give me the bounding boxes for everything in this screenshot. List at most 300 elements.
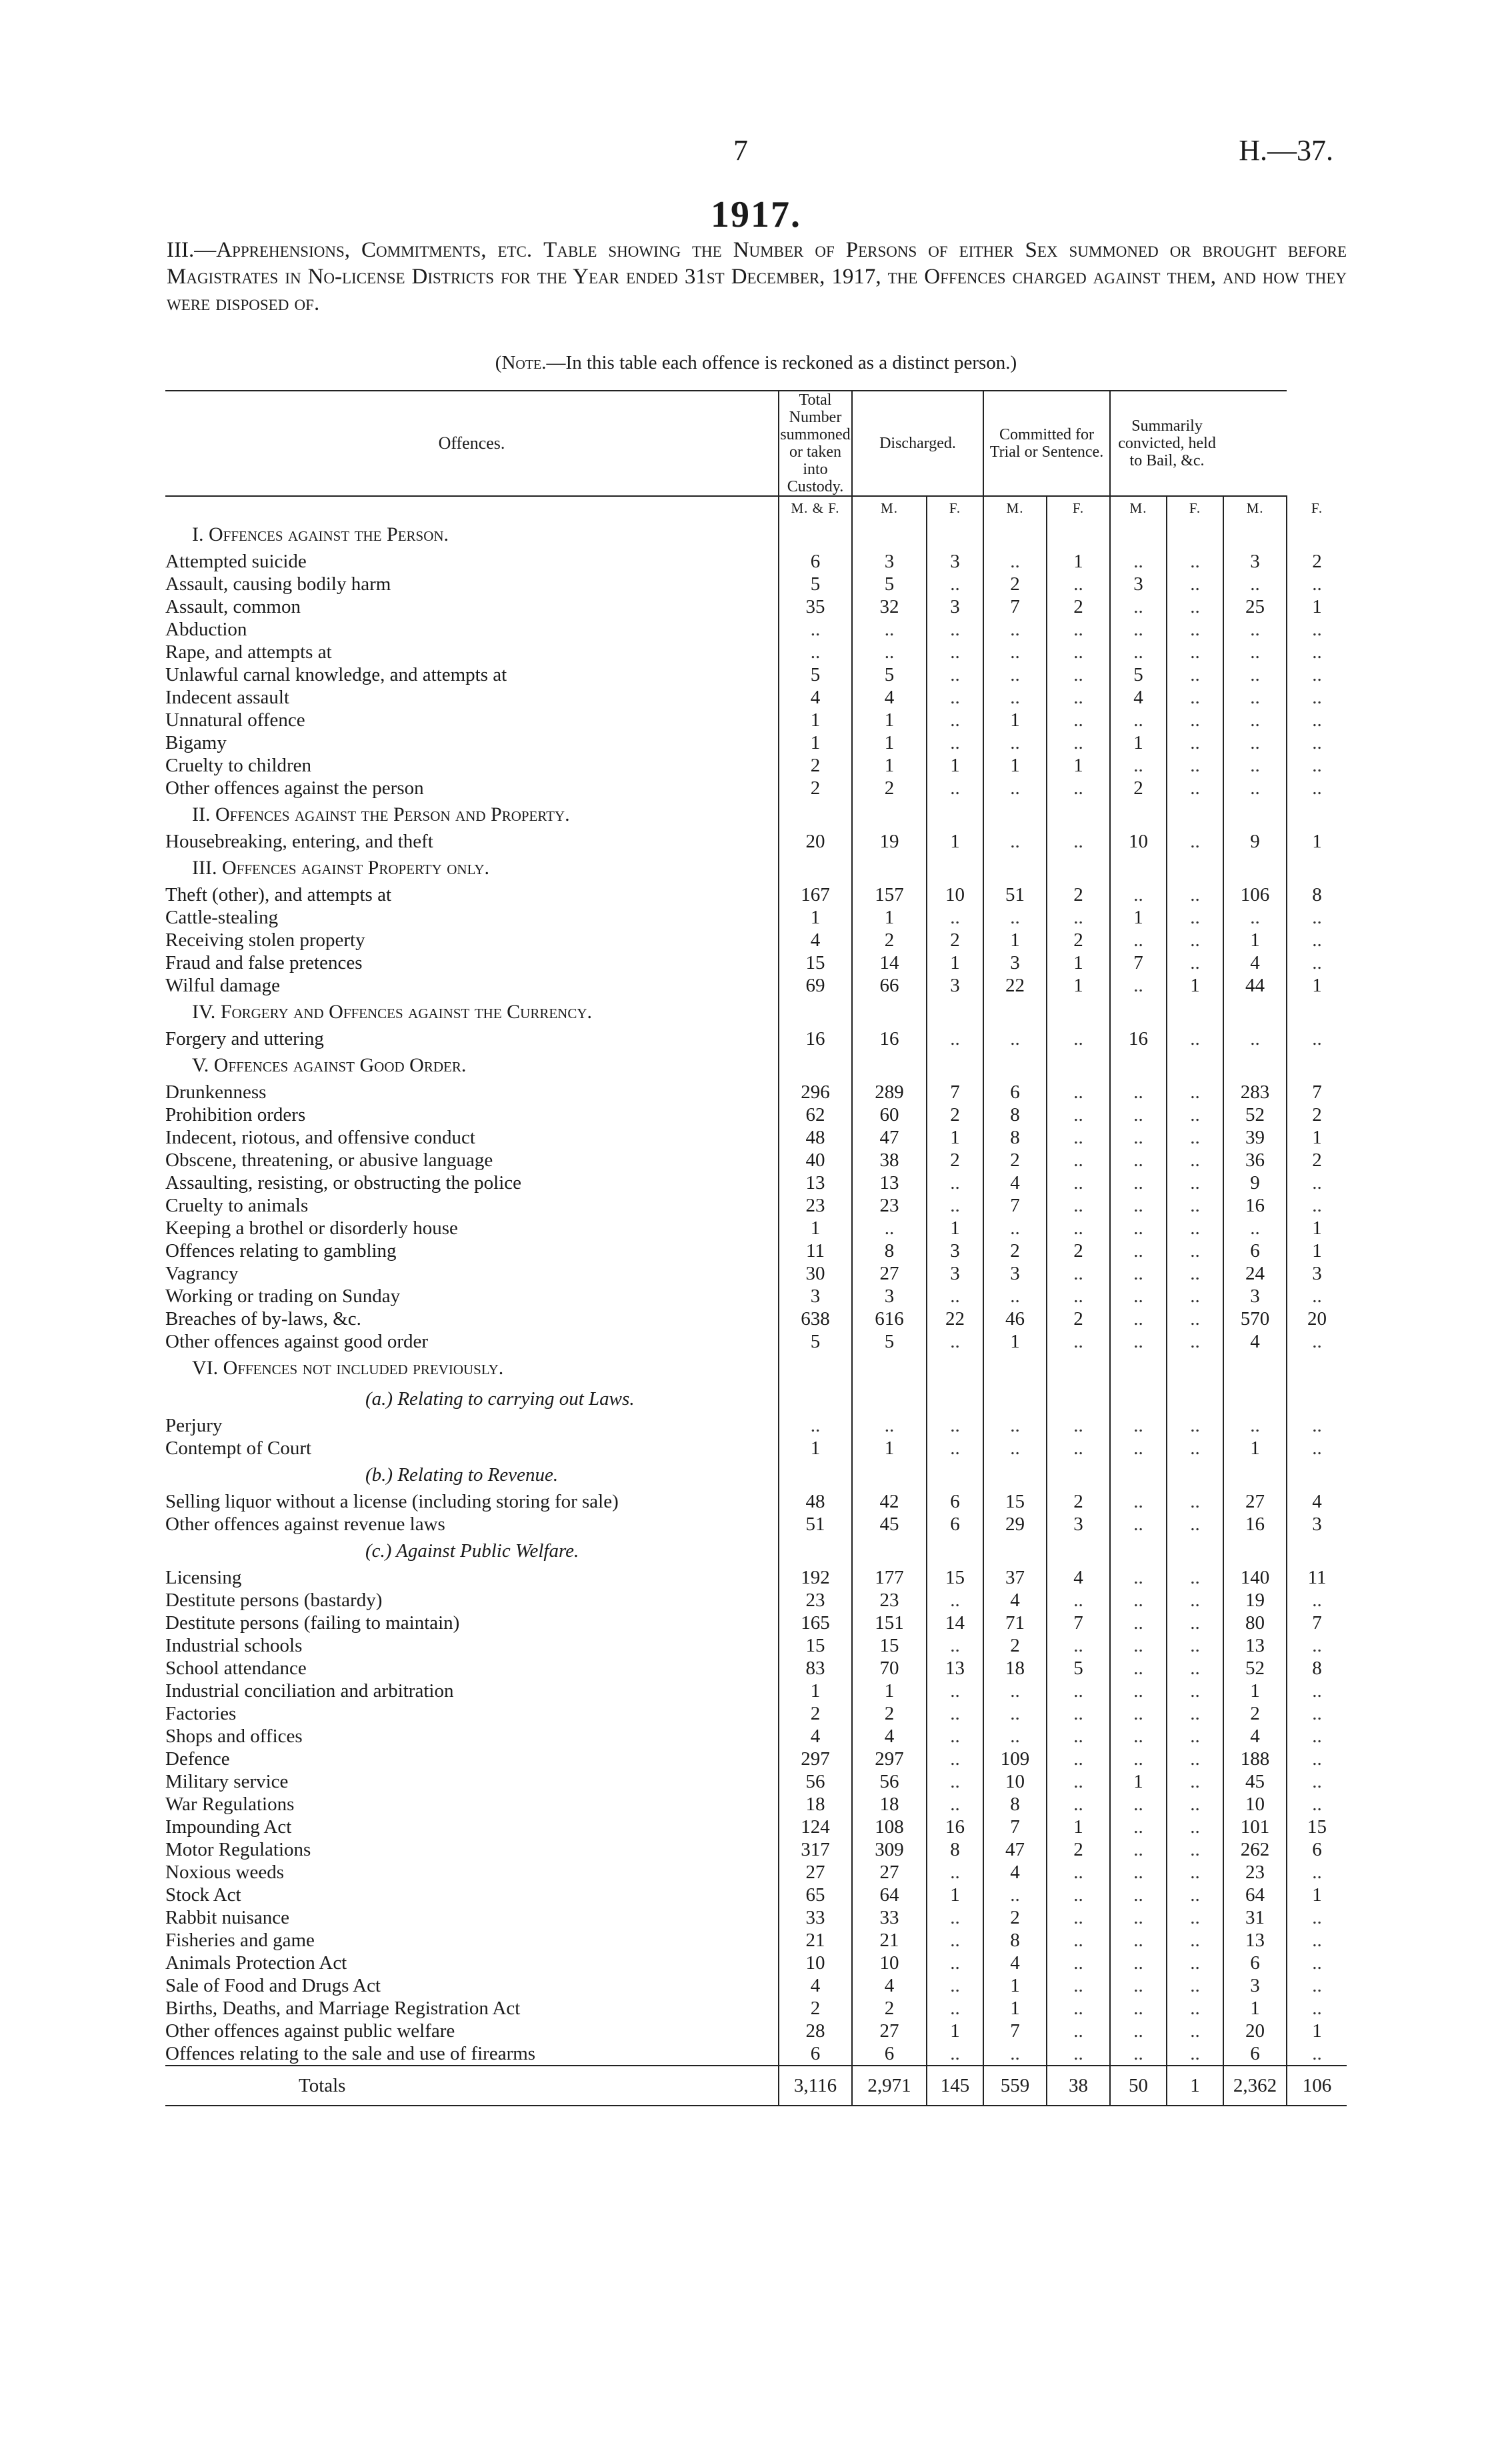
value-cell: .. — [927, 1414, 983, 1437]
value-cell: 47 — [983, 1838, 1047, 1861]
value-cell: .. — [1167, 1612, 1223, 1634]
value-cell: 60 — [852, 1103, 927, 1126]
empty-cell — [1110, 1050, 1167, 1081]
empty-cell — [1167, 1460, 1223, 1490]
value-cell: .. — [1110, 1308, 1167, 1330]
value-cell: 1 — [927, 754, 983, 777]
offence-row — [165, 1027, 1347, 1050]
value-cell: .. — [852, 1217, 927, 1240]
value-cell: 16 — [852, 1027, 927, 1050]
value-cell: 5 — [779, 1330, 852, 1353]
value-cell: 8 — [983, 1929, 1047, 1952]
value-cell: 56 — [779, 1770, 852, 1793]
section-heading: II. Offences against the Person and Property. — [192, 803, 570, 825]
value-cell: .. — [1167, 951, 1223, 974]
empty-cell — [779, 853, 852, 883]
value-cell: 140 — [1223, 1566, 1287, 1589]
value-cell: .. — [1287, 777, 1347, 799]
offence-label: Wilful damage — [165, 975, 280, 996]
value-cell: .. — [779, 641, 852, 663]
empty-cell — [927, 519, 983, 550]
value-cell: .. — [1167, 1103, 1223, 1126]
empty-cell — [1223, 997, 1287, 1027]
value-cell: 13 — [779, 1171, 852, 1194]
value-cell: .. — [1223, 573, 1287, 595]
offence-label: Destitute persons (failing to maintain) — [165, 1612, 460, 1634]
value-cell: .. — [1167, 830, 1223, 853]
value-cell: 8 — [852, 1240, 927, 1262]
value-cell: 1 — [983, 1330, 1047, 1353]
offence-label: Impounding Act — [165, 1816, 292, 1838]
value-cell: .. — [1047, 1414, 1110, 1437]
value-cell: 5 — [852, 1330, 927, 1353]
value-cell: 64 — [852, 1884, 927, 1906]
value-cell: .. — [1287, 1952, 1347, 1974]
totals-row — [165, 2066, 1347, 2106]
value-cell: 15 — [852, 1634, 927, 1657]
value-cell: 188 — [1223, 1748, 1287, 1770]
value-cell: .. — [1167, 1929, 1223, 1952]
value-cell: .. — [1110, 1217, 1167, 1240]
value-cell: 1 — [1047, 974, 1110, 997]
section-heading: VI. Offences not included previously. — [192, 1357, 504, 1379]
value-cell: .. — [983, 1725, 1047, 1748]
value-cell: 1 — [1287, 2020, 1347, 2042]
offence-label: Noxious weeds — [165, 1862, 285, 1883]
empty-cell — [1167, 1536, 1223, 1566]
value-cell: 22 — [983, 974, 1047, 997]
value-cell: 1 — [1110, 906, 1167, 929]
value-cell: 1 — [1287, 1126, 1347, 1149]
value-cell: .. — [1287, 1414, 1347, 1437]
empty-cell — [1110, 1384, 1167, 1414]
offence-label: Working or trading on Sunday — [165, 1286, 401, 1307]
value-cell: .. — [1110, 1513, 1167, 1536]
value-cell: 1 — [1287, 830, 1347, 853]
offence-row — [165, 550, 1347, 573]
value-cell: .. — [1110, 1929, 1167, 1952]
subsection-heading-row — [165, 1536, 1347, 1566]
value-cell: .. — [1287, 1793, 1347, 1816]
value-cell: 16 — [1110, 1027, 1167, 1050]
value-cell: .. — [983, 2042, 1047, 2066]
empty-cell — [1047, 799, 1110, 830]
offence-label: Perjury — [165, 1415, 223, 1436]
value-cell: .. — [1047, 1262, 1110, 1285]
offence-label: Contempt of Court — [165, 1438, 312, 1459]
value-cell: .. — [1110, 2042, 1167, 2066]
value-cell: .. — [1167, 2042, 1223, 2066]
offence-label: Military service — [165, 1771, 289, 1792]
value-cell: 1 — [852, 1437, 927, 1460]
value-cell: .. — [1223, 754, 1287, 777]
value-cell: 10 — [1110, 830, 1167, 853]
offence-row — [165, 1793, 1347, 1816]
value-cell: .. — [1223, 663, 1287, 686]
empty-cell — [779, 1353, 852, 1384]
value-cell: .. — [983, 550, 1047, 573]
offence-row — [165, 595, 1347, 618]
subheader-sex-label: M. & F. — [779, 496, 852, 519]
value-cell: 30 — [779, 1262, 852, 1285]
offence-label: Births, Deaths, and Marriage Registration Act — [165, 1998, 521, 2019]
value-cell: .. — [983, 1285, 1047, 1308]
value-cell: 4 — [983, 1861, 1047, 1884]
value-cell: .. — [1167, 1126, 1223, 1149]
value-cell: 31 — [1223, 1906, 1287, 1929]
value-cell: .. — [1047, 1149, 1110, 1171]
value-cell: .. — [927, 906, 983, 929]
empty-cell — [852, 853, 927, 883]
value-cell: .. — [1223, 641, 1287, 663]
value-cell: 36 — [1223, 1149, 1287, 1171]
empty-cell — [1167, 799, 1223, 830]
value-cell: .. — [1047, 1437, 1110, 1460]
value-cell: 13 — [1223, 1634, 1287, 1657]
heading-description: Table showing the Number of Persons of either Sex summoned or brought before Magistrates in No-license Districts for the Year ended 31st December, 1917, the Offences charged against them, and how they were disposed of. — [167, 238, 1347, 315]
offence-row — [165, 906, 1347, 929]
empty-cell — [1110, 853, 1167, 883]
section-heading-row — [165, 853, 1347, 883]
value-cell: .. — [1047, 1725, 1110, 1748]
offence-row — [165, 1126, 1347, 1149]
empty-cell — [1287, 1460, 1347, 1490]
empty-cell — [1223, 853, 1287, 883]
subheader-sex-label: M. — [1223, 496, 1287, 519]
value-cell: .. — [1167, 1657, 1223, 1680]
value-cell: .. — [1167, 1816, 1223, 1838]
value-cell: .. — [983, 1884, 1047, 1906]
offence-label: Rabbit nuisance — [165, 1907, 290, 1928]
value-cell: .. — [1110, 1490, 1167, 1513]
offence-row — [165, 1680, 1347, 1702]
value-cell: 5 — [1047, 1657, 1110, 1680]
value-cell: .. — [1223, 731, 1287, 754]
value-cell: 1 — [983, 1997, 1047, 2020]
value-cell: .. — [1110, 1906, 1167, 1929]
value-cell: 18 — [852, 1793, 927, 1816]
offence-row — [165, 2042, 1347, 2066]
value-cell: .. — [1047, 2020, 1110, 2042]
value-cell: 80 — [1223, 1612, 1287, 1634]
offence-row — [165, 777, 1347, 799]
empty-cell — [852, 1460, 927, 1490]
value-cell: .. — [1167, 777, 1223, 799]
empty-cell — [983, 1460, 1047, 1490]
value-cell: .. — [1110, 754, 1167, 777]
value-cell: 4 — [1223, 1725, 1287, 1748]
value-cell: .. — [1287, 1997, 1347, 2020]
empty-cell — [1047, 1460, 1110, 1490]
value-cell: 10 — [927, 883, 983, 906]
value-cell: 1 — [852, 731, 927, 754]
empty-cell — [927, 1536, 983, 1566]
value-cell: .. — [927, 1861, 983, 1884]
value-cell: 4 — [779, 1725, 852, 1748]
offence-row — [165, 1262, 1347, 1285]
value-cell: 3 — [927, 1262, 983, 1285]
value-cell: 6 — [779, 2042, 852, 2066]
value-cell: 4 — [983, 1952, 1047, 1974]
subheader-sex-label: F. — [1287, 496, 1347, 519]
value-cell: 2 — [927, 929, 983, 951]
value-cell: .. — [1110, 1793, 1167, 1816]
value-cell: 3 — [927, 595, 983, 618]
value-cell: 309 — [852, 1838, 927, 1861]
value-cell: 3 — [1110, 573, 1167, 595]
empty-cell — [1047, 853, 1110, 883]
offence-label: Cruelty to children — [165, 755, 312, 776]
value-cell: .. — [1047, 709, 1110, 731]
value-cell: .. — [1047, 1929, 1110, 1952]
section-heading: V. Offences against Good Order. — [192, 1054, 467, 1076]
offence-row — [165, 573, 1347, 595]
value-cell: .. — [1167, 929, 1223, 951]
subheader-sex-label: F. — [1047, 496, 1110, 519]
column-header-summarily: Summarily convicted, held to Bail, &c. — [1110, 391, 1223, 496]
subheader-blank — [165, 496, 779, 519]
value-cell: 3 — [1047, 1513, 1110, 1536]
offence-label: Offences relating to gambling — [165, 1240, 397, 1262]
value-cell: .. — [1223, 1414, 1287, 1437]
value-cell: .. — [1047, 1171, 1110, 1194]
empty-cell — [779, 1384, 852, 1414]
value-cell: 23 — [852, 1194, 927, 1217]
offence-label: Animals Protection Act — [165, 1952, 347, 1974]
value-cell: 21 — [852, 1929, 927, 1952]
value-cell: .. — [1047, 1634, 1110, 1657]
value-cell: 289 — [852, 1081, 927, 1103]
value-cell: 2 — [1047, 1308, 1110, 1330]
value-cell: 1 — [983, 754, 1047, 777]
value-cell: 52 — [1223, 1657, 1287, 1680]
value-cell: 2 — [1287, 550, 1347, 573]
value-cell: 18 — [983, 1657, 1047, 1680]
value-cell: .. — [927, 1793, 983, 1816]
value-cell: 297 — [852, 1748, 927, 1770]
value-cell: 297 — [779, 1748, 852, 1770]
value-cell: 1 — [983, 929, 1047, 951]
empty-cell — [927, 1353, 983, 1384]
value-cell: 2 — [1287, 1149, 1347, 1171]
empty-cell — [983, 1536, 1047, 1566]
offence-label: Indecent, riotous, and offensive conduct — [165, 1127, 475, 1148]
value-cell: 1 — [1110, 731, 1167, 754]
value-cell: .. — [1287, 686, 1347, 709]
value-cell: 109 — [983, 1748, 1047, 1770]
offence-label: Breaches of by-laws, &c. — [165, 1308, 361, 1330]
offence-row — [165, 731, 1347, 754]
value-cell: .. — [983, 686, 1047, 709]
value-cell: 2 — [1223, 1702, 1287, 1725]
value-cell: 6 — [1223, 2042, 1287, 2066]
value-cell: .. — [1287, 1770, 1347, 1793]
offence-row — [165, 1217, 1347, 1240]
value-cell: .. — [1110, 1149, 1167, 1171]
value-cell: 2 — [1047, 883, 1110, 906]
offence-label: War Regulations — [165, 1794, 295, 1815]
value-cell: 62 — [779, 1103, 852, 1126]
value-cell: .. — [1047, 777, 1110, 799]
offence-row — [165, 1816, 1347, 1838]
value-cell: .. — [927, 686, 983, 709]
value-cell: .. — [1110, 1414, 1167, 1437]
empty-cell — [983, 853, 1047, 883]
value-cell: 1 — [927, 1884, 983, 1906]
value-cell: 6 — [983, 1081, 1047, 1103]
value-cell: 570 — [1223, 1308, 1287, 1330]
value-cell: .. — [1047, 686, 1110, 709]
offence-row — [165, 663, 1347, 686]
value-cell: 2 — [983, 1149, 1047, 1171]
empty-cell — [852, 1536, 927, 1566]
value-cell: .. — [1287, 1171, 1347, 1194]
offence-label: Assault, common — [165, 596, 301, 617]
offence-row — [165, 830, 1347, 853]
value-cell: 3 — [927, 550, 983, 573]
value-cell: .. — [1287, 1027, 1347, 1050]
offence-row — [165, 1149, 1347, 1171]
subheader-sex-label: F. — [927, 496, 983, 519]
empty-cell — [983, 1353, 1047, 1384]
empty-cell — [779, 997, 852, 1027]
value-cell: .. — [1167, 1793, 1223, 1816]
value-cell: .. — [1287, 709, 1347, 731]
value-cell: 1 — [779, 906, 852, 929]
value-cell: 13 — [852, 1171, 927, 1194]
value-cell: .. — [1167, 1702, 1223, 1725]
value-cell: .. — [983, 618, 1047, 641]
value-cell: .. — [1223, 1217, 1287, 1240]
offence-label: Other offences against public welfare — [165, 2020, 455, 2042]
section-heading-row — [165, 799, 1347, 830]
empty-cell — [1287, 1536, 1347, 1566]
value-cell: 27 — [1223, 1490, 1287, 1513]
value-cell: 5 — [779, 573, 852, 595]
value-cell: 15 — [779, 951, 852, 974]
value-cell: .. — [1110, 1262, 1167, 1285]
value-cell: 7 — [983, 1194, 1047, 1217]
offence-row — [165, 1929, 1347, 1952]
value-cell: 3 — [1287, 1513, 1347, 1536]
value-cell: .. — [927, 1589, 983, 1612]
value-cell: 7 — [1110, 951, 1167, 974]
value-cell: 45 — [852, 1513, 927, 1536]
value-cell: .. — [1287, 951, 1347, 974]
empty-cell — [1223, 799, 1287, 830]
value-cell: .. — [983, 777, 1047, 799]
value-cell: 37 — [983, 1566, 1047, 1589]
offence-row — [165, 1513, 1347, 1536]
empty-cell — [1167, 1384, 1223, 1414]
value-cell: .. — [1110, 1194, 1167, 1217]
offence-row — [165, 1997, 1347, 2020]
value-cell: .. — [983, 906, 1047, 929]
value-cell: .. — [1167, 1240, 1223, 1262]
value-cell: 13 — [1223, 1929, 1287, 1952]
offences-table — [165, 390, 1347, 2106]
empty-cell — [1287, 853, 1347, 883]
value-cell: .. — [1287, 1437, 1347, 1460]
value-cell: .. — [1047, 731, 1110, 754]
value-cell: 20 — [1287, 1308, 1347, 1330]
value-cell: 2 — [779, 777, 852, 799]
value-cell: 1 — [779, 1217, 852, 1240]
offence-label: Shops and offices — [165, 1726, 303, 1747]
value-cell: .. — [852, 1414, 927, 1437]
value-cell: .. — [1110, 1725, 1167, 1748]
value-cell: .. — [1287, 573, 1347, 595]
value-cell: 1 — [1110, 1770, 1167, 1793]
value-cell: .. — [1223, 618, 1287, 641]
value-cell: 8 — [1287, 1657, 1347, 1680]
empty-cell — [779, 1460, 852, 1490]
value-cell: .. — [1110, 1612, 1167, 1634]
value-cell: .. — [983, 1217, 1047, 1240]
value-cell: .. — [1110, 1240, 1167, 1262]
offence-label: Unnatural offence — [165, 709, 305, 731]
value-cell: 15 — [927, 1566, 983, 1589]
offence-label: Other offences against the person — [165, 777, 424, 799]
value-cell: 10 — [852, 1952, 927, 1974]
empty-cell — [1223, 1536, 1287, 1566]
value-cell: 1 — [1223, 1997, 1287, 2020]
value-cell: .. — [983, 731, 1047, 754]
offence-row — [165, 1285, 1347, 1308]
section-heading-row — [165, 1050, 1347, 1081]
value-cell: .. — [927, 1171, 983, 1194]
value-cell: 1 — [1223, 1680, 1287, 1702]
value-cell: .. — [1167, 1634, 1223, 1657]
value-cell: 3 — [852, 550, 927, 573]
offence-label: Abduction — [165, 619, 247, 640]
value-cell: .. — [1287, 641, 1347, 663]
value-cell: .. — [1110, 2020, 1167, 2042]
offence-label: Vagrancy — [165, 1263, 239, 1284]
value-cell: .. — [927, 573, 983, 595]
value-cell: .. — [1167, 618, 1223, 641]
value-cell: .. — [1167, 550, 1223, 573]
value-cell: .. — [1110, 1702, 1167, 1725]
value-cell: .. — [1047, 1589, 1110, 1612]
value-cell: 2 — [1110, 777, 1167, 799]
empty-cell — [1110, 997, 1167, 1027]
empty-cell — [852, 799, 927, 830]
value-cell: .. — [1110, 1171, 1167, 1194]
value-cell: .. — [1167, 1081, 1223, 1103]
offence-label: Factories — [165, 1703, 237, 1724]
value-cell: .. — [1047, 1906, 1110, 1929]
value-cell: 16 — [1223, 1194, 1287, 1217]
value-cell: .. — [1223, 777, 1287, 799]
value-cell: .. — [927, 709, 983, 731]
value-cell: 15 — [983, 1490, 1047, 1513]
value-cell: 14 — [927, 1612, 983, 1634]
offence-label: Cattle-stealing — [165, 907, 279, 928]
value-cell: 3 — [1223, 1285, 1287, 1308]
value-cell: 1 — [779, 709, 852, 731]
value-cell: .. — [1047, 1081, 1110, 1103]
empty-cell — [1167, 853, 1223, 883]
value-cell: 2 — [983, 573, 1047, 595]
empty-cell — [1223, 1460, 1287, 1490]
value-cell: .. — [1110, 1634, 1167, 1657]
value-cell: .. — [1110, 1657, 1167, 1680]
offence-row — [165, 883, 1347, 906]
value-cell: .. — [1047, 663, 1110, 686]
value-cell: .. — [1167, 754, 1223, 777]
value-cell: .. — [927, 731, 983, 754]
